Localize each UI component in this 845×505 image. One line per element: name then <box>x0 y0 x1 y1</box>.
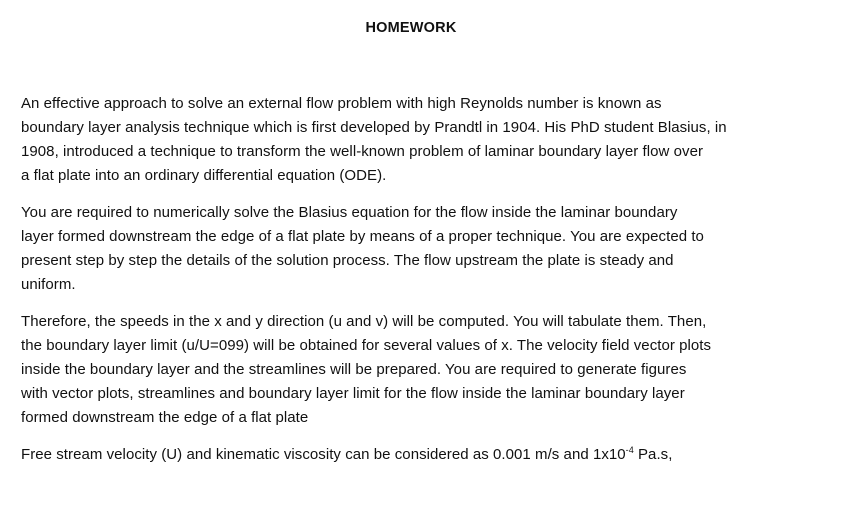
parameters-unit: Pa.s, <box>633 446 673 463</box>
paragraph-line: Therefore, the speeds in the x and y direction (u and v) will be computed. You will tabulate them. Then, <box>21 313 707 330</box>
document-body <box>21 92 821 480</box>
paragraph-line: with vector plots, streamlines and boundary layer limit for the flow inside the laminar boundary layer <box>21 385 685 402</box>
paragraph-task <box>21 201 821 297</box>
paragraph-line: 1908, introduced a technique to transform the well-known problem of laminar boundary layer flow over <box>21 143 704 160</box>
paragraph-line: You are required to numerically solve the Blasius equation for the flow inside the laminar boundary <box>21 204 678 221</box>
paragraph-line: formed downstream the edge of a flat plate <box>21 409 309 426</box>
paragraph-line: inside the boundary layer and the streamlines will be prepared. You are required to generate figures <box>21 361 687 378</box>
paragraph-deliverables <box>21 310 821 430</box>
paragraph-line: An effective approach to solve an external flow problem with high Reynolds number is known as <box>21 95 662 112</box>
paragraph-line: uniform. <box>21 276 76 293</box>
paragraph-line: a flat plate into an ordinary differential equation (ODE). <box>21 167 387 184</box>
paragraph-line <box>21 443 821 467</box>
paragraph-line: layer formed downstream the edge of a flat plate by means of a proper technique. You are expected to <box>21 228 704 245</box>
paragraph-line: present step by step the details of the solution process. The flow upstream the plate is steady and <box>21 252 674 269</box>
exponent: -4 <box>625 445 634 455</box>
paragraph-line: boundary layer analysis technique which is first developed by Prandtl in 1904. His PhD student Blasius, in <box>21 119 727 136</box>
document-title: HOMEWORK <box>365 20 457 36</box>
parameters-text: Free stream velocity (U) and kinematic viscosity can be considered as 0.001 m/s and 1x10 <box>21 446 626 463</box>
paragraph-line: the boundary layer limit (u/U=099) will be obtained for several values of x. The velocity field vector plots <box>21 337 712 354</box>
paragraph-intro <box>21 92 821 188</box>
paragraph-parameters <box>21 443 821 467</box>
